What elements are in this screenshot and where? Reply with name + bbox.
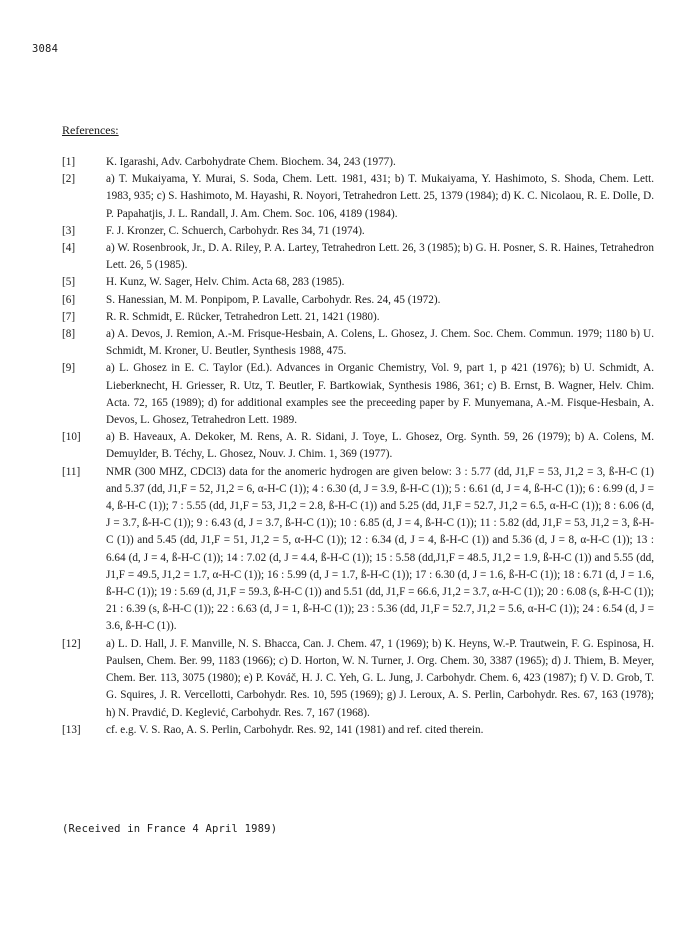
- reference-item: [62, 464, 654, 636]
- reference-text: a) T. Mukaiyama, Y. Murai, S. Soda, Chem. Lett. 1981, 431; b) T. Mukaiyama, Y. Hashimoto, S. Shoda, Chem. Lett. 1983, 935; c) S. Hashimoto, M. Hayashi, R. Noyori, Tetrahedron Lett. 25, 1379 (1984); d) K. C. Nicolaou, R. E. Dolle, D. P. Papahatjis, J. L. Randall, J. Am. Chem. Soc. 106, 4189 (1984).: [106, 173, 654, 220]
- references-list: [62, 154, 654, 739]
- reference-text: H. Kunz, W. Sager, Helv. Chim. Acta 68, 283 (1985).: [106, 276, 345, 289]
- reference-item: [62, 722, 654, 739]
- received-note: (Received in France 4 April 1989): [62, 823, 278, 835]
- reference-item: [62, 292, 654, 309]
- reference-text: cf. e.g. V. S. Rao, A. S. Perlin, Carbohydr. Res. 92, 141 (1981) and ref. cited therein.: [106, 723, 484, 736]
- page-number: 3084: [32, 43, 59, 55]
- reference-number: [13]: [62, 723, 81, 736]
- reference-text: a) B. Haveaux, A. Dekoker, M. Rens, A. R. Sidani, J. Toye, L. Ghosez, Org. Synth. 59, 26 (1979); b) A. Colens, M. Demuylder, B. Téchy, L. Ghosez, Nouv. J. Chim. 1, 369 (1977).: [106, 431, 654, 461]
- reference-text: a) L. Ghosez in E. C. Taylor (Ed.). Advances in Organic Chemistry, Vol. 9, part 1, p 421 (1976); b) U. Schmidt, A. Lieberknecht, H. Griesser, R. Utz, T. Beutler, F. Bartkowiak, Synthesis 1986, 361; c) B. Ernst, B. Wagner, Helv. Chim. Acta. 72, 165 (1989); d) for additional examples see the preceeding paper by F. Munyemana, A.-M. Fisque-Hesbain, A. Devos, L. Ghosez, Tetrahedron Lett. 1989.: [106, 362, 654, 427]
- reference-item: [62, 309, 654, 326]
- reference-text: NMR (300 MHZ, CDCl3) data for the anomeric hydrogen are given below: 3 : 5.77 (dd, J1,F = 53, J1,2 = 3, ß-H-C (1) and 5.37 (dd, J1,F = 52, J1,2 = 6, α-H-C (1)); 4 : 6.30 (d, J = 3.9, ß-H-C (1)); 5 : 6.61 (d, J = 4, ß-H-C (1)); 6 : 6.99 (d, J = 4, ß-H-C (1)); 7 : 5.55 (dd, J1,F = 53, J1,2 = 2.8, ß-H-C (1)) and 5.25 (dd, J1,F = 52.7, J1,2 = 6.5, α-H-C (1)); 8 : 6.06 (d, J = 3.7, ß-H-C (1)); 9 : 6.43 (d, J = 3.7, ß-H-C (1)); 10 : 6.85 (d, J = 4, ß-H-C (1)); 11 : 5.82 (dd, J1,F = 53, J1,2 = 3, ß-H-C (1)) and 5.45 (dd, J1,F = 51, J1,2 = 5, α-H-C (1)); 12 : 6.34 (d, J = 4, ß-H-C (1)) and 5.36 (d, J = 8, α-H-C (1)); 13 : 6.64 (d, J = 4, ß-H-C (1)); 14 : 7.02 (d, J = 4.4, ß-H-C (1)); 15 : 5.58 (dd,J1,F = 48.5, J1,2 = 1.9, ß-H-C (1)) and 5.55 (dd, J1,F = 49.5, J1,2 = 1.7, α-H-C (1)); 16 : 5.99 (d, J = 1.7, ß-H-C (1)); 17 : 6.30 (d, J = 1.6, ß-H-C (1)); 18 : 6.71 (d, J = 1.6, ß-H-C (1)); 19 : 5.69 (d, J1,F = 59.3, ß-H-C (1)) and 5.51 (dd, J1,F = 66.6, J1,2 = 3.7, α-H-C (1)); 20 : 6.08 (s, ß-H-C (1)); 21 : 6.39 (s, ß-H-C (1)); 22 : 6.63 (d, J = 1, ß-H-C (1)); 23 : 5.36 (dd, J1,F = 52.7, J1,2 = 5.6, α-H-C (1)); 24 : 6.54 (d, J = 3.6, ß-H-C (1)).: [106, 465, 654, 633]
- reference-number: [2]: [62, 173, 76, 186]
- reference-item: [62, 171, 654, 223]
- reference-number: [7]: [62, 310, 76, 323]
- reference-number: [1]: [62, 156, 76, 168]
- reference-text: K. Igarashi, Adv. Carbohydrate Chem. Biochem. 34, 243 (1977).: [106, 156, 396, 168]
- reference-number: [8]: [62, 328, 76, 341]
- reference-number: [9]: [62, 362, 76, 375]
- reference-text: a) A. Devos, J. Remion, A.-M. Frisque-Hesbain, A. Colens, L. Ghosez, J. Chem. Soc. Chem. Commun. 1979; 1180 b) U. Schmidt, M. Kroner, U. Beutler, Synthesis 1988, 475.: [106, 328, 654, 358]
- reference-text: S. Hanessian, M. M. Ponpipom, P. Lavalle, Carbohydr. Res. 24, 45 (1972).: [106, 293, 441, 306]
- reference-text: a) W. Rosenbrook, Jr., D. A. Riley, P. A. Lartey, Tetrahedron Lett. 26, 3 (1985); b) G. H. Posner, S. R. Haines, Tetrahedron Lett. 26, 5 (1985).: [106, 242, 654, 272]
- reference-number: [10]: [62, 431, 81, 444]
- reference-item: [62, 360, 654, 429]
- reference-number: [4]: [62, 242, 76, 255]
- reference-item: [62, 240, 654, 274]
- reference-number: [11]: [62, 465, 81, 478]
- reference-item: [62, 429, 654, 463]
- reference-item: [62, 274, 654, 291]
- reference-text: R. R. Schmidt, E. Rücker, Tetrahedron Lett. 21, 1421 (1980).: [106, 310, 380, 323]
- reference-number: [6]: [62, 293, 76, 306]
- reference-item: [62, 636, 654, 722]
- reference-item: [62, 223, 654, 240]
- reference-number: [12]: [62, 637, 81, 650]
- reference-text: F. J. Kronzer, C. Schuerch, Carbohydr. Res 34, 71 (1974).: [106, 224, 365, 237]
- reference-text: a) L. D. Hall, J. F. Manville, N. S. Bhacca, Can. J. Chem. 47, 1 (1969); b) K. Heyns, W.-P. Trautwein, F. G. Espinosa, H. Paulsen, Chem. Ber. 99, 1183 (1966); c) D. Horton, W. N. Turner, J. Org. Chem. 30, 3387 (1965); d) J. Thiem, B. Meyer, Chem. Ber. 113, 3075 (1980); e) P. Kováč, H. J. C. Yeh, G. L. Jung, J. Carbohydr. Chem. 6, 423 (1987); f) V. D. Grob, T. G. Squires, J. R. Vercellotti, Carbohydr. Res. 10, 595 (1969); g) J. Leroux, A. S. Perlin, Carbohydr. Res. 67, 163 (1978); h) N. Pravdić, D. Keglević, Carbohydr. Res. 7, 167 (1968).: [106, 637, 654, 719]
- reference-number: [3]: [62, 224, 76, 237]
- reference-item: [62, 326, 654, 360]
- reference-item: [62, 154, 654, 171]
- references-heading: References:: [62, 123, 119, 137]
- reference-number: [5]: [62, 276, 76, 289]
